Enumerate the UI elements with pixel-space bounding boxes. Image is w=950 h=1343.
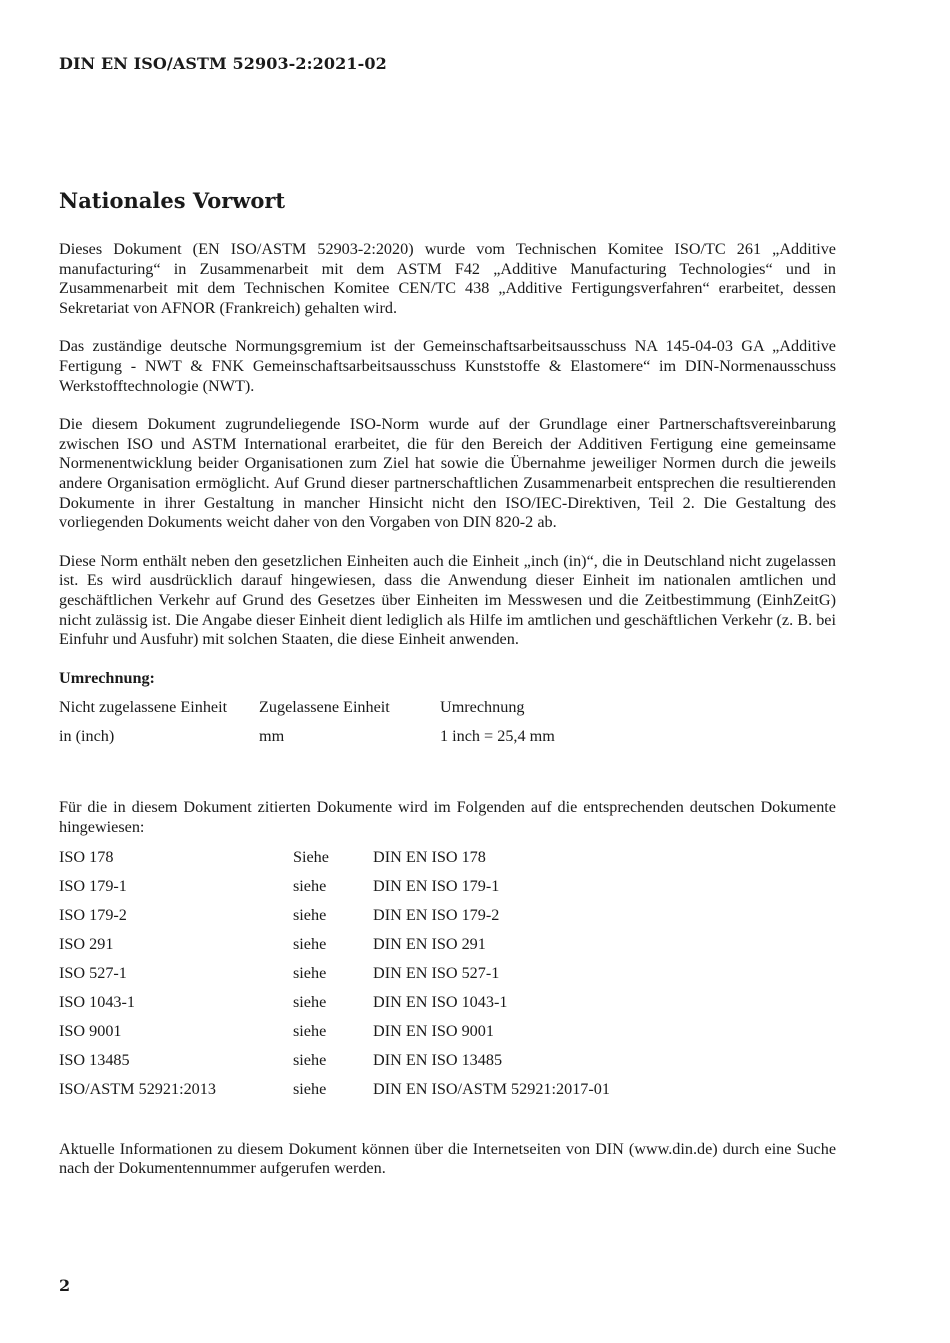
reference-row <box>59 964 610 993</box>
reference-source: ISO 291 <box>59 934 114 953</box>
section-title: Nationales Vorwort <box>59 188 286 213</box>
reference-source: ISO 179-2 <box>59 905 127 924</box>
reference-target: DIN EN ISO 179-2 <box>373 905 500 924</box>
reference-target: DIN EN ISO 291 <box>373 934 486 953</box>
reference-source: ISO 527-1 <box>59 964 127 983</box>
conversion-cell: 1 inch = 25,4 mm <box>440 727 555 746</box>
reference-target: DIN EN ISO/ASTM 52921:2017-01 <box>373 1080 610 1099</box>
reference-relation: siehe <box>293 876 327 895</box>
conversion-header-row <box>59 698 619 727</box>
reference-row <box>59 993 610 1022</box>
reference-target: DIN EN ISO 13485 <box>373 1051 503 1070</box>
conversion-header-cell: Nicht zugelassene Einheit <box>59 698 228 717</box>
paragraph-committee: Dieses Dokument (EN ISO/ASTM 52903-2:2020) wurde vom Technischen Komitee ISO/TC 261 „Additive manufacturing“ in Zusammenarbeit mit dem ASTM F42 „Additive Manufacturing Technologies“ und in Zusammenarbeit mit dem Technischen Komitee CEN/TC 438 „Additive Fertigungsverfahren“ erarbeitet, dessen Sekretariat von AFNOR (Frankreich) gehalten wird. <box>59 240 836 317</box>
reference-source: ISO 13485 <box>59 1051 130 1070</box>
references-table <box>59 848 610 1110</box>
reference-target: DIN EN ISO 527-1 <box>373 964 500 983</box>
reference-relation: Siehe <box>293 847 329 866</box>
reference-row <box>59 906 610 935</box>
conversion-heading: Umrechnung: <box>59 668 155 687</box>
paragraph-references-intro: Für die in diesem Dokument zitierten Dokumente wird im Folgenden auf die entsprechenden deutschen Dokumente hingewiesen: <box>59 798 836 837</box>
reference-row <box>59 1080 610 1109</box>
conversion-cell: in (inch) <box>59 727 115 746</box>
conversion-header-cell: Zugelassene Einheit <box>259 698 390 717</box>
reference-relation: siehe <box>293 964 327 983</box>
reference-source: ISO 1043-1 <box>59 993 135 1012</box>
paragraph-partnership: Die diesem Dokument zugrundeliegende ISO-Norm wurde auf der Grundlage einer Partnerschaftsvereinbarung zwischen ISO und ASTM International erarbeitet, die für den Bereich der Additiven Fertigung eine gemeinsame Normenentwicklung beider Organisationen zum Ziel hat sowie die Übernahme jeweiliger Normen durch die jeweils andere Organisation ermöglicht. Auf Grund dieser partnerschaftlichen Zusammenarbeit entsprechen die resultierenden Dokumente in ihrer Gestaltung in mancher Hinsicht nicht den ISO/IEC-Direktiven, Teil 2. Die Gestaltung des vorliegenden Dokuments weicht daher von den Vorgaben von DIN 820-2 ab. <box>59 415 836 532</box>
reference-relation: siehe <box>293 1080 327 1099</box>
reference-target: DIN EN ISO 179-1 <box>373 876 500 895</box>
conversion-table <box>59 698 619 756</box>
conversion-cell: mm <box>259 727 285 746</box>
reference-source: ISO 178 <box>59 847 114 866</box>
reference-relation: siehe <box>293 1022 327 1041</box>
reference-relation: siehe <box>293 905 327 924</box>
reference-row <box>59 1022 610 1051</box>
paragraph-national-body: Das zuständige deutsche Normungsgremium ist der Gemeinschaftsarbeitsausschuss NA 145-04-03 GA „Additive Fertigung - NWT & FNK Gemeinschaftsarbeitsausschuss Kunststoffe & Elastomere“ im DIN-Normenausschuss Werkstofftechnologie (NWT). <box>59 337 836 395</box>
content-body <box>59 240 836 1198</box>
reference-target: DIN EN ISO 9001 <box>373 1022 494 1041</box>
paragraph-current-info: Aktuelle Informationen zu diesem Dokument können über die Internetseiten von DIN (www.din.de) durch eine Suche nach der Dokumentennummer aufgerufen werden. <box>59 1139 836 1178</box>
reference-relation: siehe <box>293 1051 327 1070</box>
reference-relation: siehe <box>293 993 327 1012</box>
document-identifier: DIN EN ISO/ASTM 52903-2:2021-02 <box>59 54 387 73</box>
reference-source: ISO 9001 <box>59 1022 122 1041</box>
conversion-header-cell: Umrechnung <box>440 698 525 717</box>
reference-source: ISO 179-1 <box>59 876 127 895</box>
reference-source: ISO/ASTM 52921:2013 <box>59 1080 216 1099</box>
paragraph-units: Diese Norm enthält neben den gesetzlichen Einheiten auch die Einheit „inch (in)“, die in Deutschland nicht zugelassen ist. Es wird ausdrücklich darauf hingewiesen, dass die Anwendung dieser Einheit im nationalen amtlichen und geschäftlichen Verkehr auf Grund des Gesetzes über Einheiten im Messwesen und die Zeitbestimmung (EinhZeitG) nicht zulässig ist. Die Angabe dieser Einheit dient lediglich als Hilfe im amtlichen und geschäftlichen Verkehr (z. B. bei Einfuhr und Ausfuhr) mit solchen Staaten, die diese Einheit anwenden. <box>59 551 836 649</box>
reference-row <box>59 877 610 906</box>
reference-row <box>59 1051 610 1080</box>
reference-target: DIN EN ISO 178 <box>373 847 486 866</box>
reference-target: DIN EN ISO 1043-1 <box>373 993 508 1012</box>
reference-row <box>59 848 610 877</box>
conversion-row <box>59 727 619 756</box>
document-page <box>59 0 836 1343</box>
reference-relation: siehe <box>293 934 327 953</box>
reference-row <box>59 935 610 964</box>
page-number: 2 <box>59 1276 71 1295</box>
